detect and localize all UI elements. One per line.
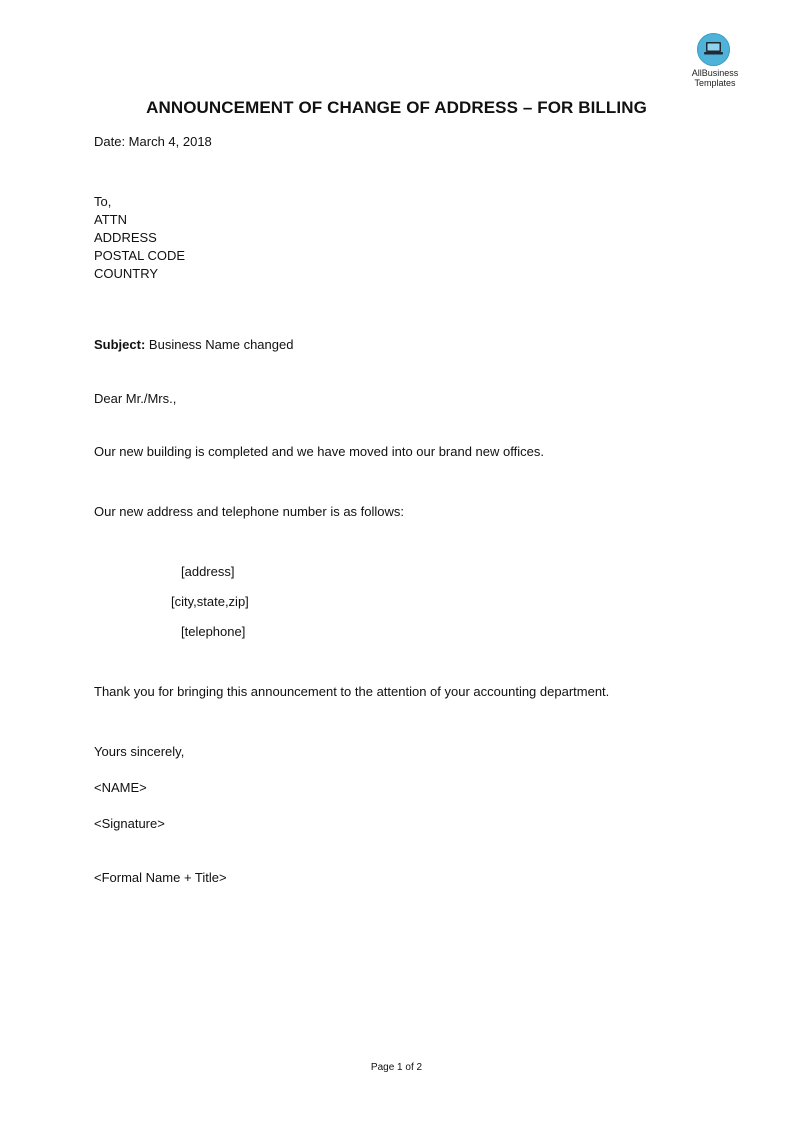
sign-off: Yours sincerely, — [94, 744, 185, 759]
laptop-icon — [703, 41, 724, 57]
paragraph-1: Our new building is completed and we have moved into our brand new offices. — [94, 444, 544, 459]
salutation: Dear Mr./Mrs., — [94, 391, 177, 406]
logo-line-2: Templates — [694, 78, 736, 88]
logo-badge — [697, 33, 730, 66]
sender-signature: <Signature> — [94, 816, 165, 831]
recipient-attn: ATTN — [94, 212, 127, 227]
document-title: ANNOUNCEMENT OF CHANGE OF ADDRESS – FOR BILLING — [146, 98, 647, 117]
sender-formal-name: <Formal Name + Title> — [94, 870, 227, 885]
recipient-address: ADDRESS — [94, 230, 157, 245]
recipient-country: COUNTRY — [94, 266, 159, 281]
page-number: Page 1 of 2 — [370, 1062, 423, 1073]
new-city-state-zip-line: [city,state,zip] — [171, 594, 249, 609]
recipient-to: To, — [94, 194, 112, 209]
logo-text — [680, 68, 750, 88]
sender-name: <NAME> — [94, 780, 147, 795]
date-line: Date: March 4, 2018 — [94, 134, 212, 149]
subject-value: Business Name changed — [148, 337, 294, 352]
recipient-postal-code: POSTAL CODE — [94, 248, 186, 263]
new-address-line: [address] — [181, 564, 235, 579]
subject-label: Subject: — [94, 337, 146, 352]
subject-line — [94, 336, 293, 354]
new-telephone-line: [telephone] — [181, 624, 246, 639]
paragraph-2: Our new address and telephone number is as follows: — [94, 504, 405, 519]
paragraph-3: Thank you for bringing this announcement to the attention of your accounting department. — [94, 684, 610, 699]
logo-line-1: AllBusiness — [691, 68, 739, 78]
